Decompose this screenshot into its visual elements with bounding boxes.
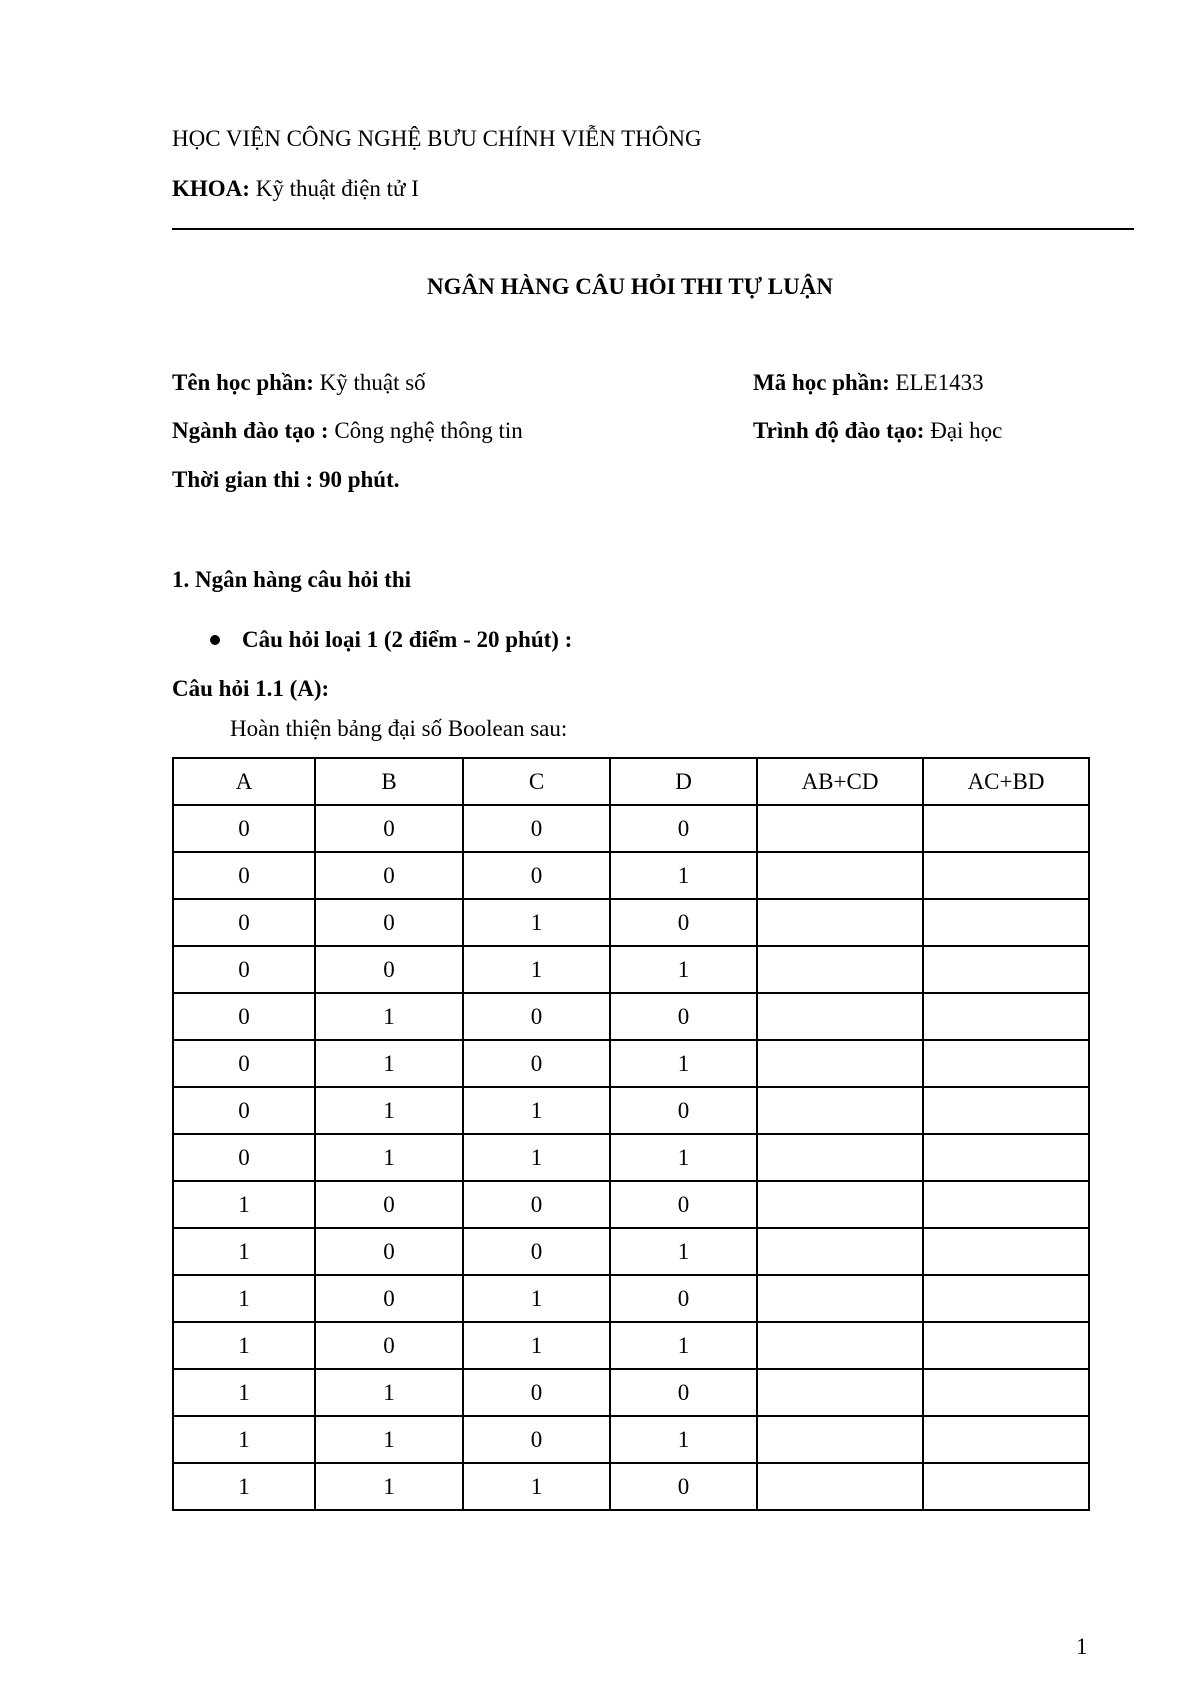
table-cell: 0 <box>173 1134 315 1181</box>
table-cell: 1 <box>173 1369 315 1416</box>
table-cell: 1 <box>173 1181 315 1228</box>
table-cell: 1 <box>463 946 610 993</box>
level-label: Trình độ đào tạo: <box>753 418 925 443</box>
table-cell: 0 <box>463 1369 610 1416</box>
table-cell: 0 <box>173 993 315 1040</box>
major-value: Công nghệ thông tin <box>334 418 523 443</box>
table-cell: 0 <box>610 993 757 1040</box>
table-cell: 0 <box>315 1228 463 1275</box>
level-line <box>753 418 1002 444</box>
table-cell: 0 <box>173 1040 315 1087</box>
course-name-value: Kỹ thuật số <box>319 370 426 395</box>
answer-cell[interactable] <box>923 1181 1089 1228</box>
answer-cell[interactable] <box>757 1134 923 1181</box>
table-cell: 0 <box>610 899 757 946</box>
course-code-line <box>753 370 984 396</box>
table-header-cell: C <box>463 758 610 805</box>
table-cell: 0 <box>610 1275 757 1322</box>
answer-cell[interactable] <box>923 946 1089 993</box>
document-title: NGÂN HÀNG CÂU HỎI THI TỰ LUẬN <box>427 274 833 299</box>
table-row <box>173 1463 1089 1510</box>
bullet-icon <box>210 635 220 645</box>
table-cell: 0 <box>315 899 463 946</box>
table-row <box>173 993 1089 1040</box>
table-cell: 0 <box>315 1275 463 1322</box>
table-cell: 1 <box>173 1275 315 1322</box>
table-cell: 1 <box>463 1322 610 1369</box>
answer-cell[interactable] <box>757 1463 923 1510</box>
level-value: Đại học <box>930 418 1003 443</box>
answer-cell[interactable] <box>923 993 1089 1040</box>
table-cell: 0 <box>315 946 463 993</box>
truth-table <box>172 757 1090 1511</box>
answer-cell[interactable] <box>757 1322 923 1369</box>
table-cell: 1 <box>463 1087 610 1134</box>
course-code-value: ELE1433 <box>895 370 984 395</box>
faculty-value: Kỹ thuật điện tử I <box>255 176 419 201</box>
question-label: Câu hỏi 1.1 <box>172 676 284 701</box>
answer-cell[interactable] <box>923 899 1089 946</box>
table-cell: 1 <box>610 1134 757 1181</box>
table-row <box>173 852 1089 899</box>
table-cell: 0 <box>610 1369 757 1416</box>
table-cell: 0 <box>463 1416 610 1463</box>
answer-cell[interactable] <box>757 1228 923 1275</box>
table-cell: 1 <box>315 1463 463 1510</box>
answer-cell[interactable] <box>923 852 1089 899</box>
table-cell: 0 <box>610 805 757 852</box>
answer-cell[interactable] <box>757 852 923 899</box>
table-cell: 0 <box>173 1087 315 1134</box>
major-label: Ngành đào tạo : <box>172 418 329 443</box>
table-cell: 1 <box>315 1134 463 1181</box>
answer-cell[interactable] <box>757 1369 923 1416</box>
table-cell: 0 <box>315 1322 463 1369</box>
table-cell: 1 <box>463 1134 610 1181</box>
answer-cell[interactable] <box>923 1134 1089 1181</box>
table-cell: 0 <box>610 1181 757 1228</box>
table-row <box>173 899 1089 946</box>
table-cell: 1 <box>315 1369 463 1416</box>
table-row <box>173 1087 1089 1134</box>
course-name-label: Tên học phần: <box>172 370 314 395</box>
table-cell: 0 <box>315 1181 463 1228</box>
answer-cell[interactable] <box>923 1228 1089 1275</box>
answer-cell[interactable] <box>757 1416 923 1463</box>
page-number: 1 <box>1076 1634 1088 1659</box>
table-cell: 1 <box>315 1416 463 1463</box>
answer-cell[interactable] <box>923 1416 1089 1463</box>
table-cell: 1 <box>463 1463 610 1510</box>
table-row <box>173 1322 1089 1369</box>
table-cell: 1 <box>610 1322 757 1369</box>
question-heading <box>172 676 329 702</box>
answer-cell[interactable] <box>757 1087 923 1134</box>
table-row <box>173 1181 1089 1228</box>
question-prompt: Hoàn thiện bảng đại số Boolean sau: <box>230 716 568 741</box>
table-cell: 1 <box>173 1463 315 1510</box>
exam-time: Thời gian thi : 90 phút. <box>172 467 400 492</box>
table-cell: 0 <box>463 852 610 899</box>
table-cell: 0 <box>173 899 315 946</box>
answer-cell[interactable] <box>757 993 923 1040</box>
answer-cell[interactable] <box>757 805 923 852</box>
table-header-cell: AB+CD <box>757 758 923 805</box>
table-cell: 0 <box>610 1463 757 1510</box>
answer-cell[interactable] <box>923 805 1089 852</box>
table-cell: 1 <box>610 946 757 993</box>
answer-cell[interactable] <box>757 946 923 993</box>
table-cell: 1 <box>610 1040 757 1087</box>
table-row <box>173 1228 1089 1275</box>
section-heading: 1. Ngân hàng câu hỏi thi <box>172 567 412 592</box>
table-header-cell: AC+BD <box>923 758 1089 805</box>
question-type-bullet <box>210 627 572 653</box>
table-cell: 0 <box>173 805 315 852</box>
table-cell: 1 <box>315 993 463 1040</box>
table-cell: 1 <box>315 1040 463 1087</box>
table-row <box>173 1040 1089 1087</box>
table-row <box>173 1369 1089 1416</box>
answer-cell[interactable] <box>757 1181 923 1228</box>
faculty-line <box>172 176 419 202</box>
table-cell: 1 <box>463 1275 610 1322</box>
answer-cell[interactable] <box>923 1275 1089 1322</box>
answer-cell[interactable] <box>923 1322 1089 1369</box>
answer-cell[interactable] <box>923 1463 1089 1510</box>
table-cell: 1 <box>463 899 610 946</box>
course-name-line <box>172 370 426 396</box>
table-header-cell: D <box>610 758 757 805</box>
faculty-label: KHOA: <box>172 176 250 201</box>
table-cell: 1 <box>610 852 757 899</box>
table-cell: 0 <box>173 946 315 993</box>
institution-name: HỌC VIỆN CÔNG NGHỆ BƯU CHÍNH VIỄN THÔNG <box>172 126 702 151</box>
table-cell: 1 <box>173 1416 315 1463</box>
question-variant: (A): <box>289 676 330 701</box>
table-row <box>173 1134 1089 1181</box>
table-cell: 1 <box>315 1087 463 1134</box>
table-row <box>173 1416 1089 1463</box>
table-cell: 0 <box>315 805 463 852</box>
table-cell: 1 <box>173 1322 315 1369</box>
table-header-cell: B <box>315 758 463 805</box>
table-cell: 0 <box>463 1040 610 1087</box>
answer-cell[interactable] <box>757 1040 923 1087</box>
table-row <box>173 805 1089 852</box>
table-cell: 1 <box>173 1228 315 1275</box>
table-cell: 1 <box>610 1228 757 1275</box>
table-header-cell: A <box>173 758 315 805</box>
table-row <box>173 946 1089 993</box>
answer-cell[interactable] <box>923 1040 1089 1087</box>
answer-cell[interactable] <box>757 1275 923 1322</box>
table-cell: 0 <box>463 1228 610 1275</box>
answer-cell[interactable] <box>757 899 923 946</box>
course-code-label: Mã học phần: <box>753 370 890 395</box>
answer-cell[interactable] <box>923 1369 1089 1416</box>
table-cell: 0 <box>463 805 610 852</box>
table-row <box>173 1275 1089 1322</box>
table-header-row <box>173 758 1089 805</box>
table-cell: 0 <box>315 852 463 899</box>
table-cell: 0 <box>463 993 610 1040</box>
answer-cell[interactable] <box>923 1087 1089 1134</box>
table-cell: 1 <box>610 1416 757 1463</box>
table-cell: 0 <box>463 1181 610 1228</box>
question-type-text: Câu hỏi loại 1 (2 điểm - 20 phút) : <box>242 627 573 652</box>
table-cell: 0 <box>173 852 315 899</box>
major-line <box>172 418 523 444</box>
header-divider <box>172 228 1134 230</box>
table-cell: 0 <box>610 1087 757 1134</box>
